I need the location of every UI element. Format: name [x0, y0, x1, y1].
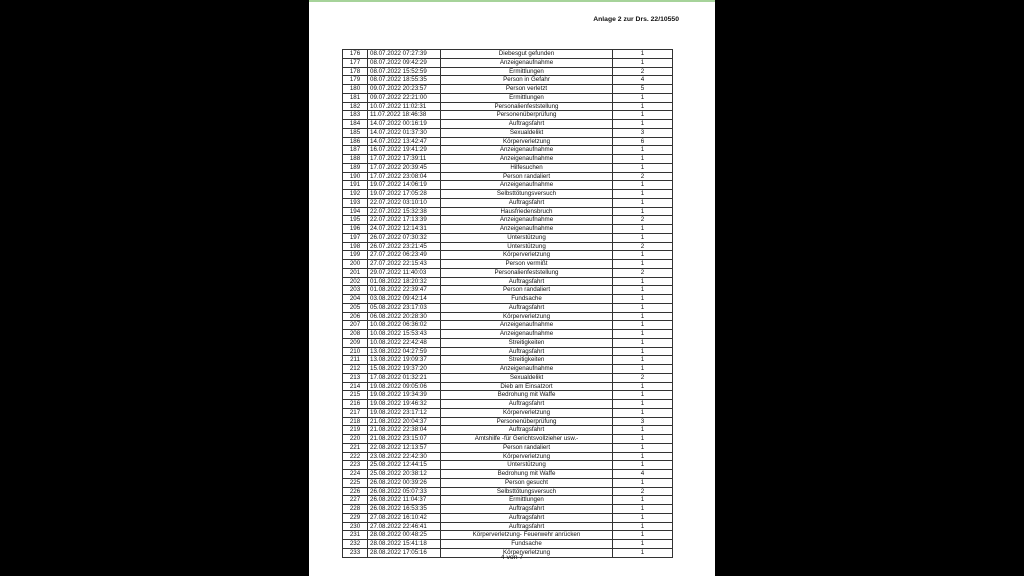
- table-row: [343, 513, 673, 522]
- event-type-cell: Körperverletzung: [441, 452, 613, 461]
- event-type-cell: Anzeigenaufnahme: [441, 330, 613, 339]
- page-header: Anlage 2 zur Drs. 22/10550: [593, 16, 679, 23]
- count-cell: 1: [613, 321, 673, 330]
- incident-table: [342, 49, 673, 558]
- datetime-cell: 09.07.2022 20:23:57: [368, 85, 441, 94]
- event-type-cell: Hausfriedensbruch: [441, 207, 613, 216]
- row-number-cell: 184: [343, 120, 368, 129]
- event-type-cell: Person gesucht: [441, 478, 613, 487]
- event-type-cell: Streitigkeiten: [441, 356, 613, 365]
- event-type-cell: Auftragsfahrt: [441, 120, 613, 129]
- count-cell: 1: [613, 365, 673, 374]
- event-type-cell: Auftragsfahrt: [441, 513, 613, 522]
- table-row: [343, 163, 673, 172]
- count-cell: 2: [613, 268, 673, 277]
- row-number-cell: 176: [343, 50, 368, 59]
- event-type-cell: Hilfesuchen: [441, 163, 613, 172]
- count-cell: 1: [613, 356, 673, 365]
- row-number-cell: 203: [343, 286, 368, 295]
- count-cell: 1: [613, 461, 673, 470]
- row-number-cell: 215: [343, 391, 368, 400]
- table-row: [343, 155, 673, 164]
- datetime-cell: 27.08.2022 16:10:42: [368, 513, 441, 522]
- count-cell: 1: [613, 286, 673, 295]
- event-type-cell: Bedrohung mit Waffe: [441, 391, 613, 400]
- row-number-cell: 208: [343, 330, 368, 339]
- count-cell: 1: [613, 251, 673, 260]
- datetime-cell: 21.08.2022 23:15:07: [368, 435, 441, 444]
- datetime-cell: 10.08.2022 22:42:48: [368, 338, 441, 347]
- count-cell: 1: [613, 382, 673, 391]
- datetime-cell: 11.07.2022 18:46:38: [368, 111, 441, 120]
- event-type-cell: Person randaliert: [441, 172, 613, 181]
- row-number-cell: 193: [343, 198, 368, 207]
- count-cell: 1: [613, 435, 673, 444]
- datetime-cell: 10.08.2022 15:53:43: [368, 330, 441, 339]
- table-row: [343, 260, 673, 269]
- row-number-cell: 205: [343, 303, 368, 312]
- datetime-cell: 26.07.2022 23:21:45: [368, 242, 441, 251]
- datetime-cell: 26.08.2022 11:04:37: [368, 496, 441, 505]
- table-row: [343, 417, 673, 426]
- datetime-cell: 27.08.2022 22:46:41: [368, 522, 441, 531]
- datetime-cell: 16.07.2022 19:41:29: [368, 146, 441, 155]
- event-type-cell: Personenüberprüfung: [441, 111, 613, 120]
- count-cell: 1: [613, 505, 673, 514]
- datetime-cell: 26.08.2022 16:53:35: [368, 505, 441, 514]
- table-row: [343, 531, 673, 540]
- count-cell: 1: [613, 391, 673, 400]
- event-type-cell: Sexualdelikt: [441, 373, 613, 382]
- datetime-cell: 22.08.2022 12:13:57: [368, 443, 441, 452]
- event-type-cell: Sexualdelikt: [441, 128, 613, 137]
- datetime-cell: 10.07.2022 11:02:31: [368, 102, 441, 111]
- count-cell: 1: [613, 120, 673, 129]
- row-number-cell: 225: [343, 478, 368, 487]
- table-row: [343, 67, 673, 76]
- count-cell: 2: [613, 172, 673, 181]
- event-type-cell: Körperverletzung- Feuerwehr anrücken: [441, 531, 613, 540]
- event-type-cell: Person in Gefahr: [441, 76, 613, 85]
- table-row: [343, 233, 673, 242]
- table-row: [343, 146, 673, 155]
- table-row: [343, 426, 673, 435]
- count-cell: 1: [613, 225, 673, 234]
- row-number-cell: 196: [343, 225, 368, 234]
- datetime-cell: 27.07.2022 22:15:43: [368, 260, 441, 269]
- datetime-cell: 23.08.2022 22:42:30: [368, 452, 441, 461]
- row-number-cell: 182: [343, 102, 368, 111]
- row-number-cell: 229: [343, 513, 368, 522]
- count-cell: 1: [613, 478, 673, 487]
- event-type-cell: Anzeigenaufnahme: [441, 146, 613, 155]
- table-row: [343, 321, 673, 330]
- count-cell: 2: [613, 373, 673, 382]
- table-row: [343, 400, 673, 409]
- event-type-cell: Personalienfeststellung: [441, 102, 613, 111]
- row-number-cell: 231: [343, 531, 368, 540]
- datetime-cell: 03.08.2022 09:42:14: [368, 295, 441, 304]
- table-row: [343, 365, 673, 374]
- event-type-cell: Auftragsfahrt: [441, 426, 613, 435]
- count-cell: 1: [613, 400, 673, 409]
- row-number-cell: 190: [343, 172, 368, 181]
- event-type-cell: Auftragsfahrt: [441, 522, 613, 531]
- row-number-cell: 209: [343, 338, 368, 347]
- datetime-cell: 19.07.2022 14:06:19: [368, 181, 441, 190]
- datetime-cell: 13.08.2022 04:27:59: [368, 347, 441, 356]
- table-row: [343, 85, 673, 94]
- event-type-cell: Anzeigenaufnahme: [441, 155, 613, 164]
- datetime-cell: 27.07.2022 06:23:49: [368, 251, 441, 260]
- row-number-cell: 221: [343, 443, 368, 452]
- event-type-cell: Körperverletzung: [441, 137, 613, 146]
- datetime-cell: 14.07.2022 13:42:47: [368, 137, 441, 146]
- table-row: [343, 295, 673, 304]
- event-type-cell: Unterstützung: [441, 233, 613, 242]
- count-cell: 2: [613, 67, 673, 76]
- table-row: [343, 120, 673, 129]
- table-row: [343, 522, 673, 531]
- row-number-cell: 211: [343, 356, 368, 365]
- table-row: [343, 190, 673, 199]
- datetime-cell: 21.08.2022 20:04:37: [368, 417, 441, 426]
- row-number-cell: 187: [343, 146, 368, 155]
- row-number-cell: 185: [343, 128, 368, 137]
- datetime-cell: 08.07.2022 18:55:35: [368, 76, 441, 85]
- count-cell: 1: [613, 426, 673, 435]
- count-cell: 1: [613, 330, 673, 339]
- event-type-cell: Körperverletzung: [441, 251, 613, 260]
- table-row: [343, 478, 673, 487]
- count-cell: 1: [613, 338, 673, 347]
- event-type-cell: Auftragsfahrt: [441, 505, 613, 514]
- datetime-cell: 19.08.2022 19:34:39: [368, 391, 441, 400]
- count-cell: 1: [613, 312, 673, 321]
- datetime-cell: 14.07.2022 01:37:30: [368, 128, 441, 137]
- row-number-cell: 218: [343, 417, 368, 426]
- event-type-cell: Körperverletzung: [441, 548, 613, 557]
- datetime-cell: 05.08.2022 23:17:03: [368, 303, 441, 312]
- count-cell: 1: [613, 190, 673, 199]
- count-cell: 1: [613, 347, 673, 356]
- datetime-cell: 26.07.2022 07:30:32: [368, 233, 441, 242]
- datetime-cell: 22.07.2022 17:13:39: [368, 216, 441, 225]
- event-type-cell: Auftragsfahrt: [441, 198, 613, 207]
- count-cell: 1: [613, 443, 673, 452]
- count-cell: 1: [613, 181, 673, 190]
- count-cell: 1: [613, 408, 673, 417]
- table-row: [343, 382, 673, 391]
- table-row: [343, 505, 673, 514]
- row-number-cell: 212: [343, 365, 368, 374]
- event-type-cell: Auftragsfahrt: [441, 400, 613, 409]
- count-cell: 1: [613, 102, 673, 111]
- table-row: [343, 347, 673, 356]
- datetime-cell: 19.08.2022 19:46:32: [368, 400, 441, 409]
- event-type-cell: Auftragsfahrt: [441, 347, 613, 356]
- datetime-cell: 28.08.2022 00:48:25: [368, 531, 441, 540]
- event-type-cell: Anzeigenaufnahme: [441, 216, 613, 225]
- table-row: [343, 172, 673, 181]
- event-type-cell: Ermittlungen: [441, 496, 613, 505]
- table-row: [343, 435, 673, 444]
- datetime-cell: 08.07.2022 07:27:39: [368, 50, 441, 59]
- datetime-cell: 19.08.2022 09:05:06: [368, 382, 441, 391]
- count-cell: 2: [613, 216, 673, 225]
- row-number-cell: 186: [343, 137, 368, 146]
- event-type-cell: Streitigkeiten: [441, 338, 613, 347]
- page-number: 4 von 7: [500, 554, 524, 561]
- row-number-cell: 179: [343, 76, 368, 85]
- event-type-cell: Personalienfeststellung: [441, 268, 613, 277]
- datetime-cell: 08.07.2022 15:52:59: [368, 67, 441, 76]
- count-cell: 1: [613, 163, 673, 172]
- row-number-cell: 177: [343, 58, 368, 67]
- table-row: [343, 373, 673, 382]
- count-cell: 1: [613, 58, 673, 67]
- datetime-cell: 17.07.2022 20:39:45: [368, 163, 441, 172]
- row-number-cell: 188: [343, 155, 368, 164]
- datetime-cell: 29.07.2022 11:40:03: [368, 268, 441, 277]
- count-cell: 1: [613, 531, 673, 540]
- document-page: [309, 0, 715, 576]
- count-cell: 1: [613, 513, 673, 522]
- row-number-cell: 214: [343, 382, 368, 391]
- event-type-cell: Anzeigenaufnahme: [441, 181, 613, 190]
- table-row: [343, 452, 673, 461]
- datetime-cell: 13.08.2022 19:09:37: [368, 356, 441, 365]
- row-number-cell: 226: [343, 487, 368, 496]
- datetime-cell: 06.08.2022 20:28:30: [368, 312, 441, 321]
- count-cell: 1: [613, 233, 673, 242]
- row-number-cell: 224: [343, 470, 368, 479]
- table-row: [343, 216, 673, 225]
- event-type-cell: Ermittlungen: [441, 67, 613, 76]
- row-number-cell: 191: [343, 181, 368, 190]
- row-number-cell: 213: [343, 373, 368, 382]
- event-type-cell: Unterstützung: [441, 242, 613, 251]
- row-number-cell: 210: [343, 347, 368, 356]
- table-row: [343, 111, 673, 120]
- table-row: [343, 286, 673, 295]
- datetime-cell: 09.07.2022 22:21:00: [368, 93, 441, 102]
- datetime-cell: 19.07.2022 17:05:28: [368, 190, 441, 199]
- row-number-cell: 206: [343, 312, 368, 321]
- event-type-cell: Körperverletzung: [441, 408, 613, 417]
- row-number-cell: 227: [343, 496, 368, 505]
- table-row: [343, 181, 673, 190]
- event-type-cell: Fundsache: [441, 540, 613, 549]
- count-cell: 1: [613, 548, 673, 557]
- datetime-cell: 28.08.2022 17:05:16: [368, 548, 441, 557]
- event-type-cell: Unterstützung: [441, 461, 613, 470]
- row-number-cell: 195: [343, 216, 368, 225]
- count-cell: 1: [613, 50, 673, 59]
- row-number-cell: 183: [343, 111, 368, 120]
- datetime-cell: 28.08.2022 15:41:18: [368, 540, 441, 549]
- row-number-cell: 216: [343, 400, 368, 409]
- datetime-cell: 14.07.2022 00:16:19: [368, 120, 441, 129]
- table-row: [343, 242, 673, 251]
- table-row: [343, 277, 673, 286]
- event-type-cell: Personenüberprüfung: [441, 417, 613, 426]
- table-row: [343, 102, 673, 111]
- row-number-cell: 217: [343, 408, 368, 417]
- datetime-cell: 19.08.2022 23:17:12: [368, 408, 441, 417]
- count-cell: 4: [613, 470, 673, 479]
- row-number-cell: 220: [343, 435, 368, 444]
- row-number-cell: 202: [343, 277, 368, 286]
- datetime-cell: 21.08.2022 22:38:04: [368, 426, 441, 435]
- event-type-cell: Auftragsfahrt: [441, 277, 613, 286]
- event-type-cell: Diebesgut gefunden: [441, 50, 613, 59]
- event-type-cell: Person vermißt: [441, 260, 613, 269]
- datetime-cell: 22.07.2022 03:10:10: [368, 198, 441, 207]
- count-cell: 1: [613, 522, 673, 531]
- event-type-cell: Anzeigenaufnahme: [441, 225, 613, 234]
- count-cell: 1: [613, 146, 673, 155]
- table-row: [343, 128, 673, 137]
- table-row: [343, 408, 673, 417]
- table-row: [343, 303, 673, 312]
- datetime-cell: 17.07.2022 17:39:11: [368, 155, 441, 164]
- table-row: [343, 443, 673, 452]
- row-number-cell: 223: [343, 461, 368, 470]
- event-type-cell: Person randaliert: [441, 443, 613, 452]
- count-cell: 3: [613, 417, 673, 426]
- table-row: [343, 312, 673, 321]
- count-cell: 1: [613, 93, 673, 102]
- datetime-cell: 26.08.2022 05:07:33: [368, 487, 441, 496]
- row-number-cell: 201: [343, 268, 368, 277]
- table-row: [343, 338, 673, 347]
- row-number-cell: 232: [343, 540, 368, 549]
- count-cell: 1: [613, 303, 673, 312]
- count-cell: 4: [613, 76, 673, 85]
- table-row: [343, 58, 673, 67]
- table-row: [343, 207, 673, 216]
- table-row: [343, 93, 673, 102]
- table-row: [343, 487, 673, 496]
- row-number-cell: 207: [343, 321, 368, 330]
- table-row: [343, 540, 673, 549]
- row-number-cell: 197: [343, 233, 368, 242]
- count-cell: 2: [613, 242, 673, 251]
- count-cell: 6: [613, 137, 673, 146]
- count-cell: 3: [613, 128, 673, 137]
- table-row: [343, 461, 673, 470]
- row-number-cell: 230: [343, 522, 368, 531]
- datetime-cell: 26.08.2022 00:39:26: [368, 478, 441, 487]
- count-cell: 1: [613, 277, 673, 286]
- row-number-cell: 178: [343, 67, 368, 76]
- event-type-cell: Anzeigenaufnahme: [441, 321, 613, 330]
- row-number-cell: 228: [343, 505, 368, 514]
- datetime-cell: 25.08.2022 12:44:15: [368, 461, 441, 470]
- table-row: [343, 356, 673, 365]
- table-row: [343, 137, 673, 146]
- count-cell: 5: [613, 85, 673, 94]
- datetime-cell: 15.08.2022 19:37:20: [368, 365, 441, 374]
- count-cell: 2: [613, 487, 673, 496]
- table-row: [343, 50, 673, 59]
- count-cell: 1: [613, 111, 673, 120]
- event-type-cell: Person verletzt: [441, 85, 613, 94]
- row-number-cell: 199: [343, 251, 368, 260]
- incident-table-body: [343, 50, 673, 558]
- table-row: [343, 251, 673, 260]
- table-row: [343, 76, 673, 85]
- incident-table-wrapper: [342, 49, 672, 558]
- row-number-cell: 181: [343, 93, 368, 102]
- datetime-cell: 17.08.2022 01:32:21: [368, 373, 441, 382]
- event-type-cell: Selbsttötungsversuch: [441, 190, 613, 199]
- table-row: [343, 198, 673, 207]
- row-number-cell: 189: [343, 163, 368, 172]
- table-row: [343, 496, 673, 505]
- datetime-cell: 01.08.2022 22:39:47: [368, 286, 441, 295]
- table-row: [343, 225, 673, 234]
- row-number-cell: 219: [343, 426, 368, 435]
- count-cell: 1: [613, 260, 673, 269]
- count-cell: 1: [613, 198, 673, 207]
- datetime-cell: 24.07.2022 12:14:31: [368, 225, 441, 234]
- event-type-cell: Körperverletzung: [441, 312, 613, 321]
- row-number-cell: 194: [343, 207, 368, 216]
- event-type-cell: Ermittlungen: [441, 93, 613, 102]
- event-type-cell: Person randaliert: [441, 286, 613, 295]
- event-type-cell: Auftragsfahrt: [441, 303, 613, 312]
- event-type-cell: Anzeigenaufnahme: [441, 58, 613, 67]
- count-cell: 1: [613, 540, 673, 549]
- count-cell: 1: [613, 295, 673, 304]
- event-type-cell: Amtshilfe -für Gerichtsvollzieher usw.-: [441, 435, 613, 444]
- row-number-cell: 198: [343, 242, 368, 251]
- count-cell: 1: [613, 452, 673, 461]
- event-type-cell: Fundsache: [441, 295, 613, 304]
- event-type-cell: Anzeigenaufnahme: [441, 365, 613, 374]
- count-cell: 1: [613, 496, 673, 505]
- row-number-cell: 180: [343, 85, 368, 94]
- event-type-cell: Bedrohung mit Waffe: [441, 470, 613, 479]
- datetime-cell: 22.07.2022 15:32:38: [368, 207, 441, 216]
- count-cell: 1: [613, 155, 673, 164]
- row-number-cell: 233: [343, 548, 368, 557]
- row-number-cell: 204: [343, 295, 368, 304]
- table-row: [343, 330, 673, 339]
- row-number-cell: 192: [343, 190, 368, 199]
- datetime-cell: 25.08.2022 20:38:12: [368, 470, 441, 479]
- table-row: [343, 391, 673, 400]
- row-number-cell: 222: [343, 452, 368, 461]
- datetime-cell: 17.07.2022 23:08:04: [368, 172, 441, 181]
- table-row: [343, 268, 673, 277]
- datetime-cell: 10.08.2022 06:36:02: [368, 321, 441, 330]
- datetime-cell: 01.08.2022 18:20:32: [368, 277, 441, 286]
- event-type-cell: Dieb am Einsatzort: [441, 382, 613, 391]
- event-type-cell: Selbsttötungsversuch: [441, 487, 613, 496]
- count-cell: 1: [613, 207, 673, 216]
- datetime-cell: 08.07.2022 09:42:29: [368, 58, 441, 67]
- row-number-cell: 200: [343, 260, 368, 269]
- table-row: [343, 470, 673, 479]
